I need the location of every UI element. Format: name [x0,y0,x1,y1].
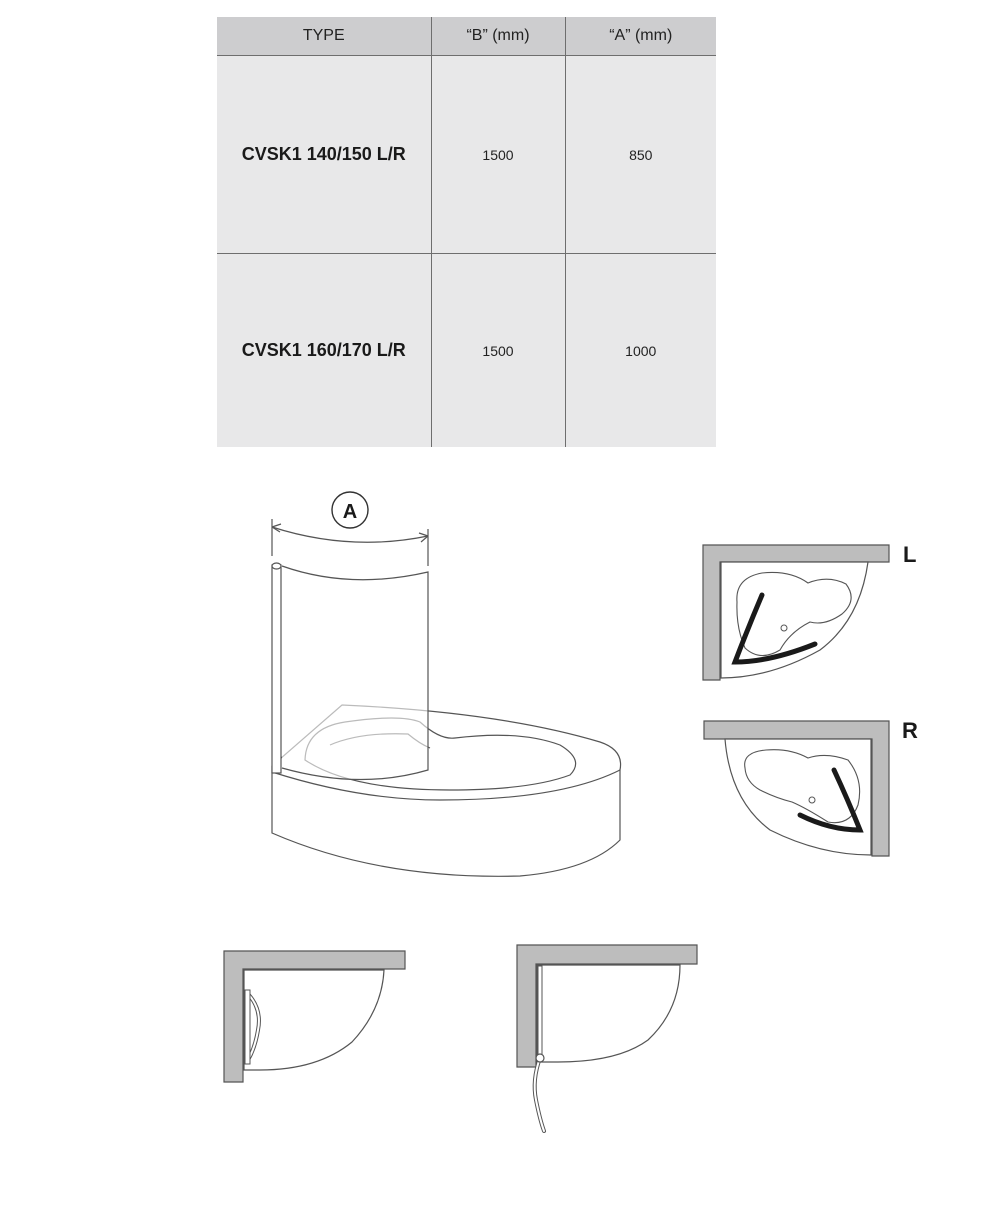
plan-view-screen-closed [224,951,405,1082]
cell-type: CVSK1 140/150 L/R [217,56,431,254]
header-b-mm: “B” (mm) [431,17,565,56]
variant-label-l: L [903,542,917,567]
top-view-left [703,545,889,680]
bath-outline-open [537,965,680,1062]
top-view-right [704,721,889,856]
screen-hinge-profile [272,565,281,773]
plan-view-screen-open [517,945,697,1131]
perspective-bath-illustration [272,492,621,876]
cell-a: 850 [565,56,716,254]
header-type: TYPE [217,17,431,56]
dimension-a-arc [272,527,428,542]
dimension-a-label: A [342,501,358,523]
header-a-mm: “A” (mm) [565,17,716,56]
cell-b: 1500 [431,254,565,448]
cell-b: 1500 [431,56,565,254]
bath-screen-panel [282,566,428,780]
cell-a: 1000 [565,254,716,448]
bath-outline-right [725,739,871,855]
cell-type: CVSK1 160/170 L/R [217,254,431,448]
bath-outline-closed [244,970,384,1070]
variant-label-r: R [902,718,918,743]
